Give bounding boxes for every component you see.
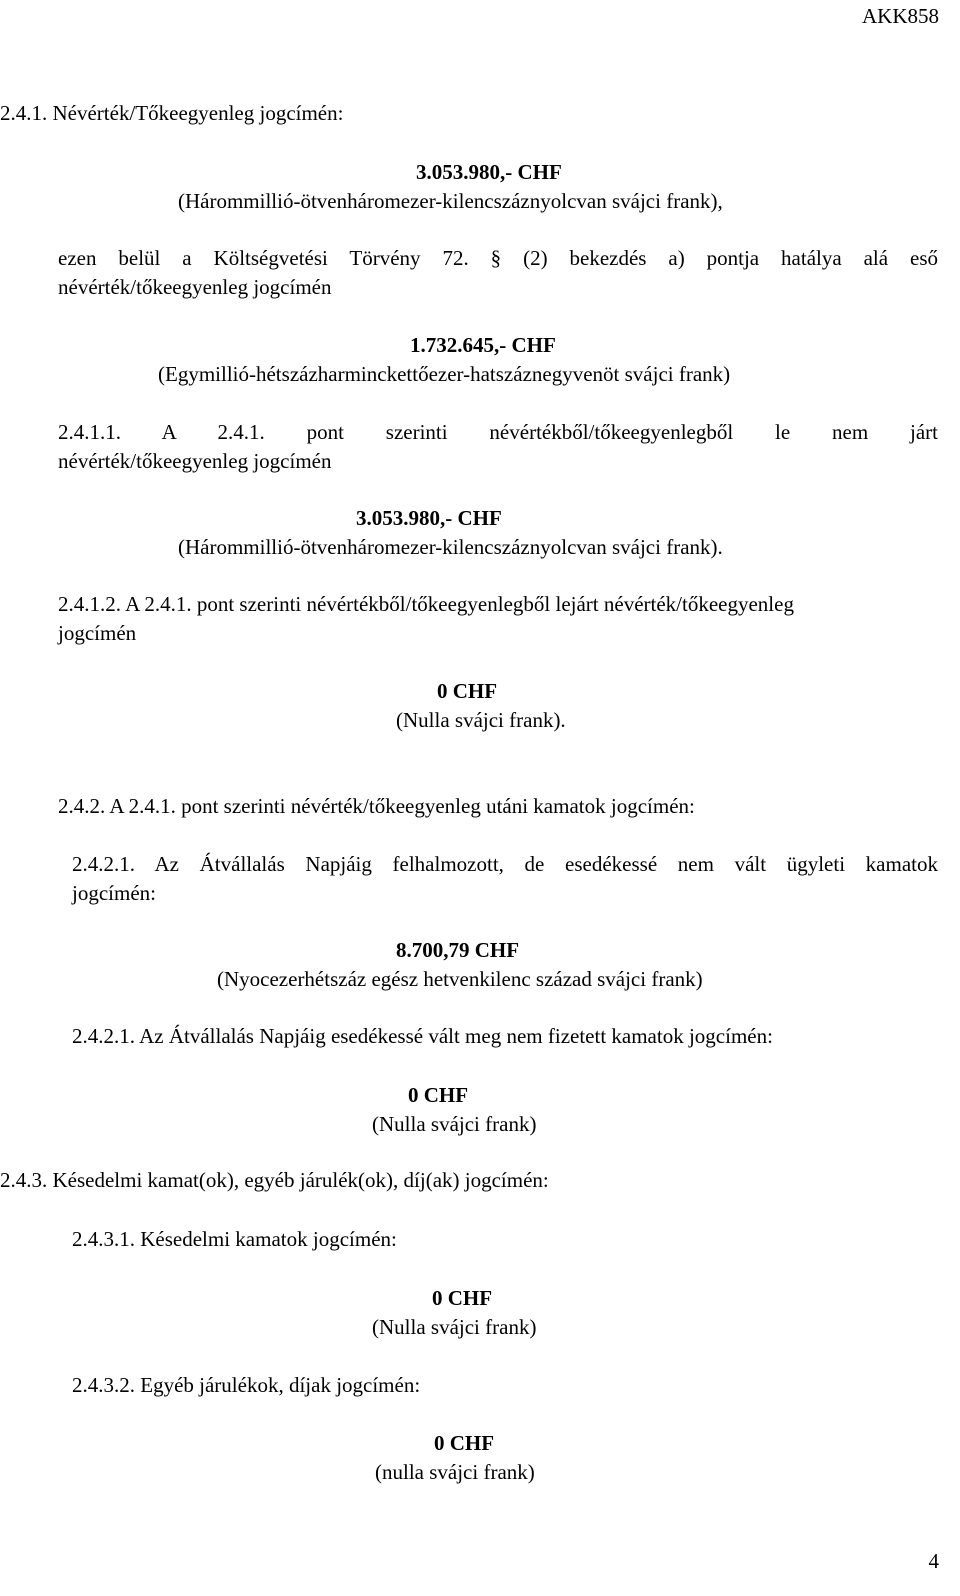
section-2-4-1-amount: 3.053.980,- CHF (416, 160, 562, 184)
section-2-4-1-1-amount: 3.053.980,- CHF (356, 506, 502, 530)
section-2-4-1-within-line2: névérték/tőkeegyenleg jogcímén (58, 275, 332, 299)
section-2-4-2-2-amount: 0 CHF (408, 1083, 469, 1107)
section-2-4-1-within-amount-words: (Egymillió-hétszázharminckettőezer-hatszáznegyvenöt svájci frank) (158, 362, 731, 386)
section-2-4-3-heading: 2.4.3. Késedelmi kamat(ok), egyéb járulék(ok), díj(ak) jogcímén: (0, 1168, 549, 1192)
section-2-4-3-2-line1: 2.4.3.2. Egyéb járulékok, díjak jogcímén: (72, 1373, 421, 1397)
section-2-4-1-2-line2: jogcímén (58, 621, 137, 645)
section-2-4-1-amount-words: (Hárommillió-ötvenháromezer-kilencszáznyolcvan svájci frank), (178, 189, 723, 213)
section-2-4-3-2-amount: 0 CHF (434, 1431, 495, 1455)
section-2-4-1-within-amount: 1.732.645,- CHF (410, 333, 556, 357)
section-2-4-1-1-line2: névérték/tőkeegyenleg jogcímén (58, 449, 332, 473)
section-2-4-1-heading: 2.4.1. Névérték/Tőkeegyenleg jogcímén: (0, 101, 344, 125)
section-2-4-3-1-line1: 2.4.3.1. Késedelmi kamatok jogcímén: (72, 1227, 397, 1251)
section-2-4-2-1-amount-words: (Nyocezerhétszáz egész hetvenkilenc század svájci frank) (217, 967, 703, 991)
section-2-4-2-heading: 2.4.2. A 2.4.1. pont szerinti névérték/tőkeegyenleg utáni kamatok jogcímén: (58, 794, 695, 818)
section-2-4-3-2-amount-words: (nulla svájci frank) (375, 1460, 535, 1484)
section-2-4-2-1-line1: 2.4.2.1. Az Átvállalás Napjáig felhalmozott, de esedékessé nem vált ügyleti kamatok (72, 852, 938, 876)
section-2-4-3-1-amount-words: (Nulla svájci frank) (372, 1315, 537, 1339)
section-2-4-1-within-line1: ezen belül a Költségvetési Törvény 72. § (2) bekezdés a) pontja hatálya alá eső (58, 246, 938, 270)
section-2-4-3-1-amount: 0 CHF (432, 1286, 493, 1310)
section-2-4-2-1-line2: jogcímén: (72, 881, 156, 905)
section-2-4-2-2-line1: 2.4.2.1. Az Átvállalás Napjáig esedékessé vált meg nem fizetett kamatok jogcímén: (72, 1024, 773, 1048)
section-2-4-1-2-line1: 2.4.1.2. A 2.4.1. pont szerinti névértékből/tőkeegyenlegből lejárt névérték/tőkeegyenleg (58, 592, 794, 616)
page-number: 4 (928, 1549, 939, 1573)
section-2-4-1-2-amount: 0 CHF (437, 679, 498, 703)
section-2-4-1-2-amount-words: (Nulla svájci frank). (396, 708, 566, 732)
section-2-4-1-1-amount-words: (Hárommillió-ötvenháromezer-kilencszáznyolcvan svájci frank). (178, 535, 723, 559)
section-2-4-1-1-line1: 2.4.1.1. A 2.4.1. pont szerinti névértékből/tőkeegyenlegből le nem járt (58, 420, 938, 444)
section-2-4-2-1-amount: 8.700,79 CHF (396, 938, 520, 962)
document-code: AKK858 (862, 4, 939, 28)
section-2-4-2-2-amount-words: (Nulla svájci frank) (372, 1112, 537, 1136)
